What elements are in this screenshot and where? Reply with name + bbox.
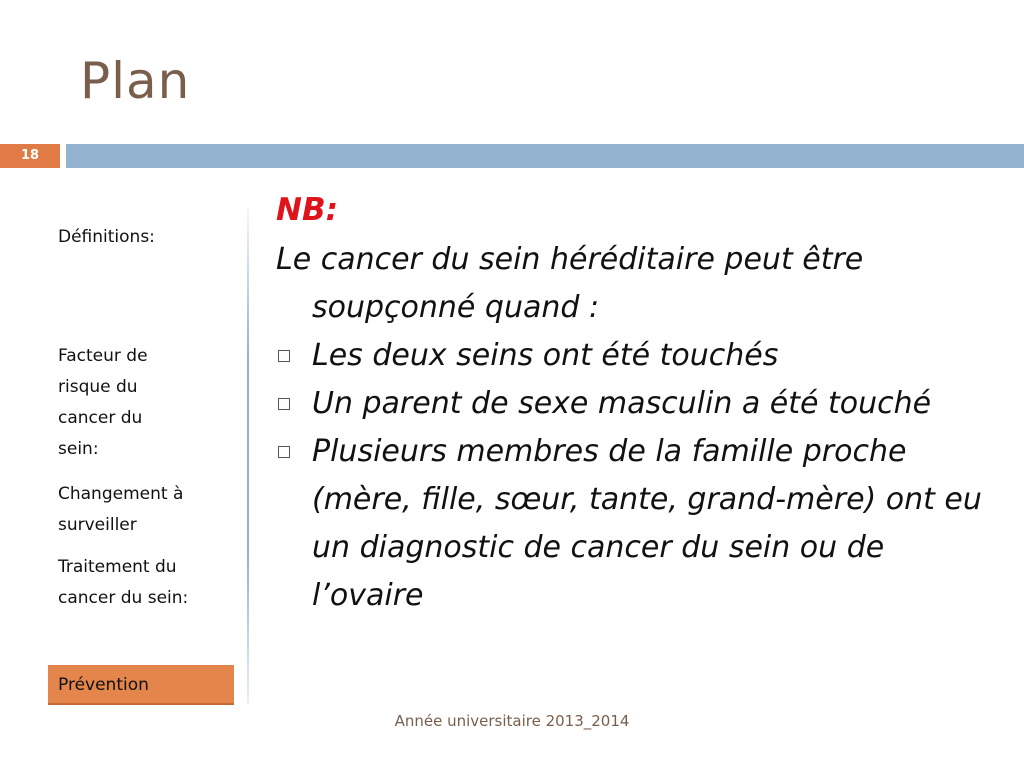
nav-item-definitions[interactable]: Définitions: xyxy=(58,227,155,247)
slide-number: 18 xyxy=(0,144,60,168)
header-bar xyxy=(66,144,1024,168)
square-bullet-icon xyxy=(278,398,290,410)
vertical-divider xyxy=(247,208,249,704)
bullet-text: Les deux seins ont été touchés xyxy=(312,338,779,373)
intro-text: Le cancer du sein héréditaire peut être soupçonné quand : xyxy=(276,242,864,325)
bullet-item xyxy=(276,332,996,380)
nav-item-risk-factors[interactable]: Facteur de risque du cancer du sein: xyxy=(58,346,148,459)
bullet-item xyxy=(276,380,996,428)
slide-body xyxy=(276,186,996,620)
nav-item-treatment[interactable]: Traitement du cancer du sein: xyxy=(58,557,189,608)
nb-label: NB: xyxy=(276,192,338,228)
nav-item-changes-to-watch[interactable]: Changement à surveiller xyxy=(58,484,184,535)
slide-title: Plan xyxy=(80,52,191,110)
nav-item-prevention-active[interactable]: Prévention xyxy=(48,665,234,705)
bullet-text: Un parent de sexe masculin a été touché xyxy=(312,386,932,421)
square-bullet-icon xyxy=(278,350,290,362)
bullet-item xyxy=(276,428,996,620)
footer-text: Année universitaire 2013_2014 xyxy=(394,712,630,730)
bullet-text: Plusieurs membres de la famille proche (mère, fille, sœur, tante, grand-mère) ont eu un diagnostic de cancer du sein ou de l’ovaire xyxy=(312,434,982,613)
square-bullet-icon xyxy=(278,446,290,458)
